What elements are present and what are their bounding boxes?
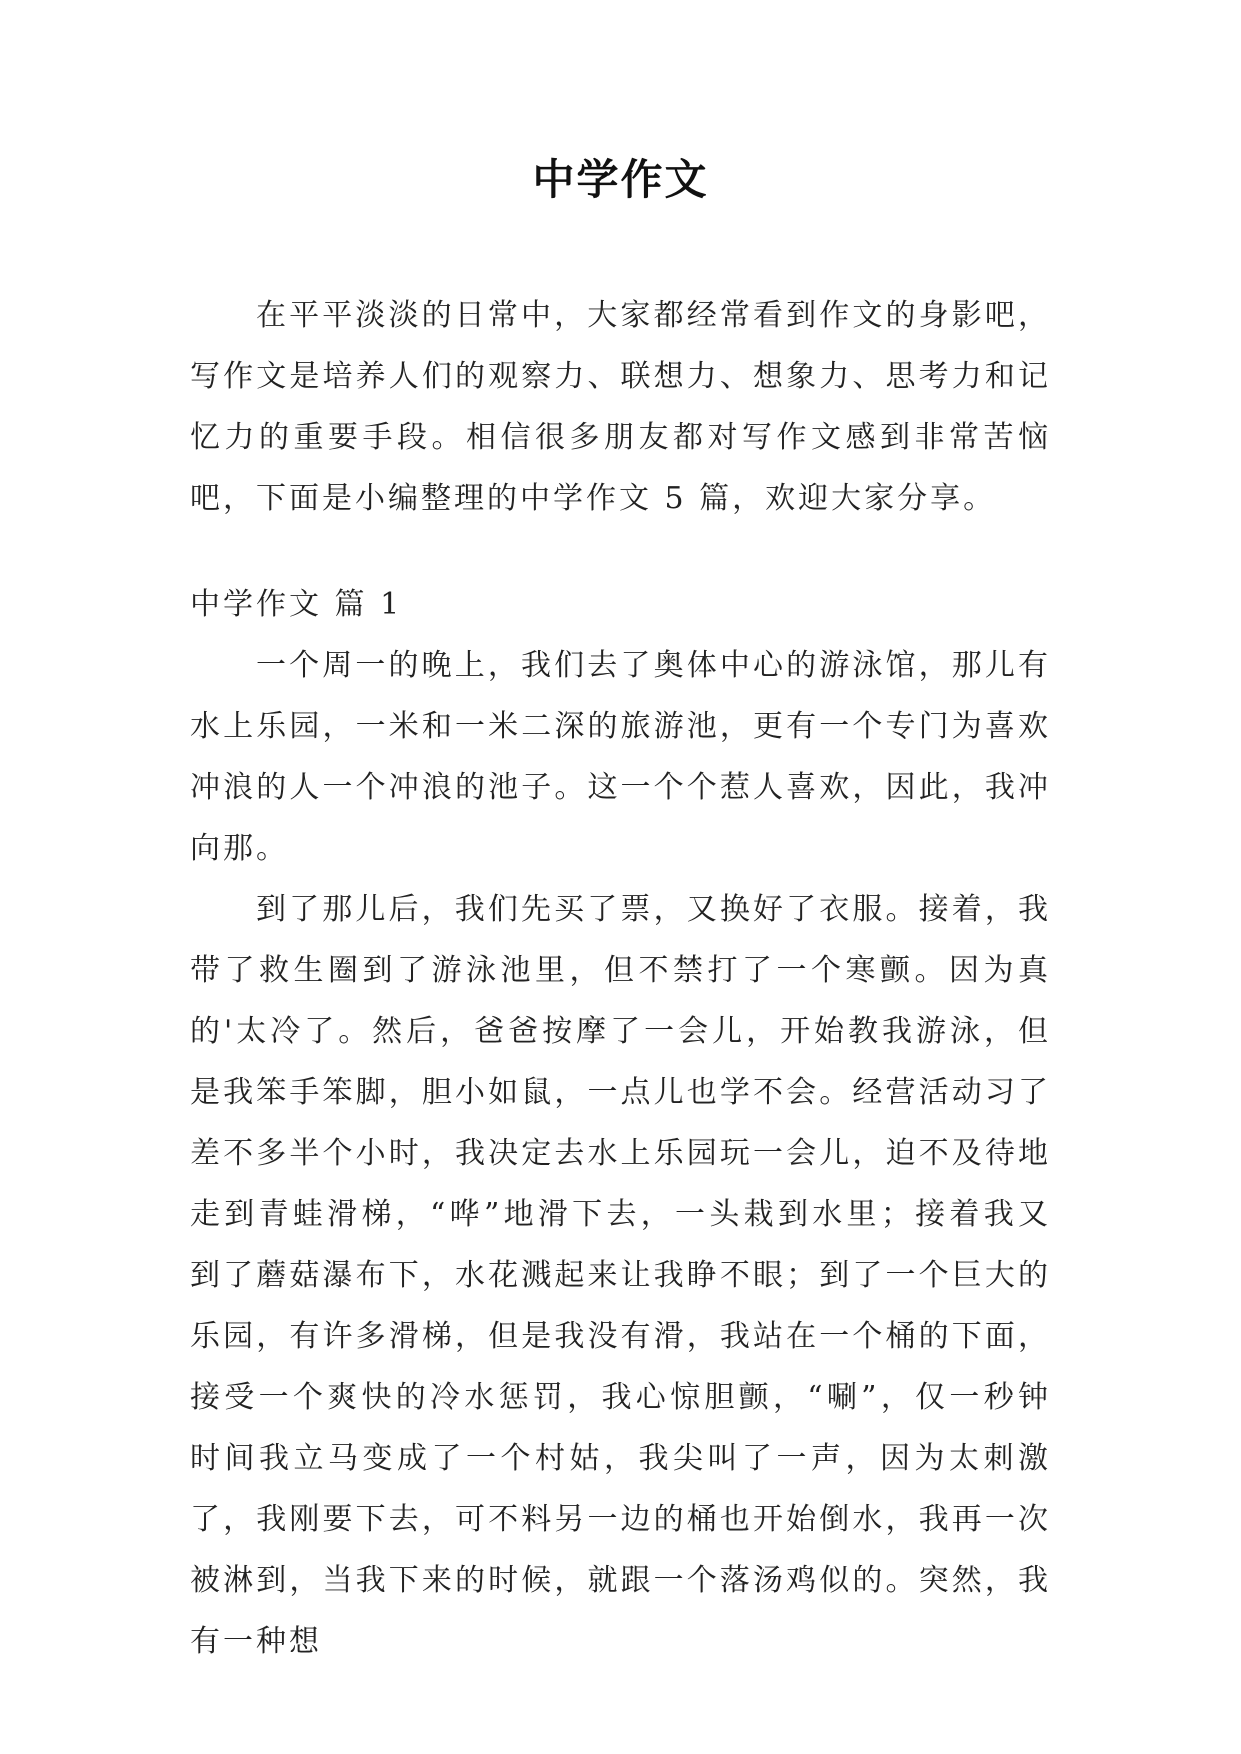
essay-paragraph-2: 到了那儿后，我们先买了票，又换好了衣服。接着，我带了救生圈到了游泳池里，但不禁打了一个寒颤。因为真的'太冷了。然后，爸爸按摩了一会儿，开始教我游泳，但是我笨手笨脚，胆小如鼠，一点儿也学不会。经营活动习了差不多半个小时，我决定去水上乐园玩一会儿，迫不及待地走到青蛙滑梯，“哗”地滑下去，一头栽到水里；接着我又到了蘑菇瀑布下，水花溅起来让我睁不眼；到了一个巨大的乐园，有许多滑梯，但是我没有滑，我站在一个桶的下面，接受一个爽快的冷水惩罚，我心惊胆颤，“唰”，仅一秒钟时间我立马变成了一个村姑，我尖叫了一声，因为太刺激了，我刚要下去，可不料另一边的桶也开始倒水，我再一次被淋到，当我下来的时候，就跟一个落汤鸡似的。突然，我有一种想 [190,892,1051,1659]
essay-body [190,635,1051,1672]
essay-paragraph-1: 一个周一的晚上，我们去了奥体中心的游泳馆，那儿有水上乐园，一米和一米二深的旅游池，更有一个专门为喜欢冲浪的人一个冲浪的池子。这一个个惹人喜欢，因此，我冲向那。 [190,648,1051,866]
intro-section [190,285,1051,529]
section-heading: 中学作文 篇 1 [190,587,403,622]
intro-paragraph: 在平平淡淡的日常中，大家都经常看到作文的身影吧，写作文是培养人们的观察力、联想力、想象力、思考力和记忆力的重要手段。相信很多朋友都对写作文感到非常苦恼吧，下面是小编整理的中学作文 5 篇，欢迎大家分享。 [190,298,1051,516]
document-title: 中学作文 [532,155,709,204]
